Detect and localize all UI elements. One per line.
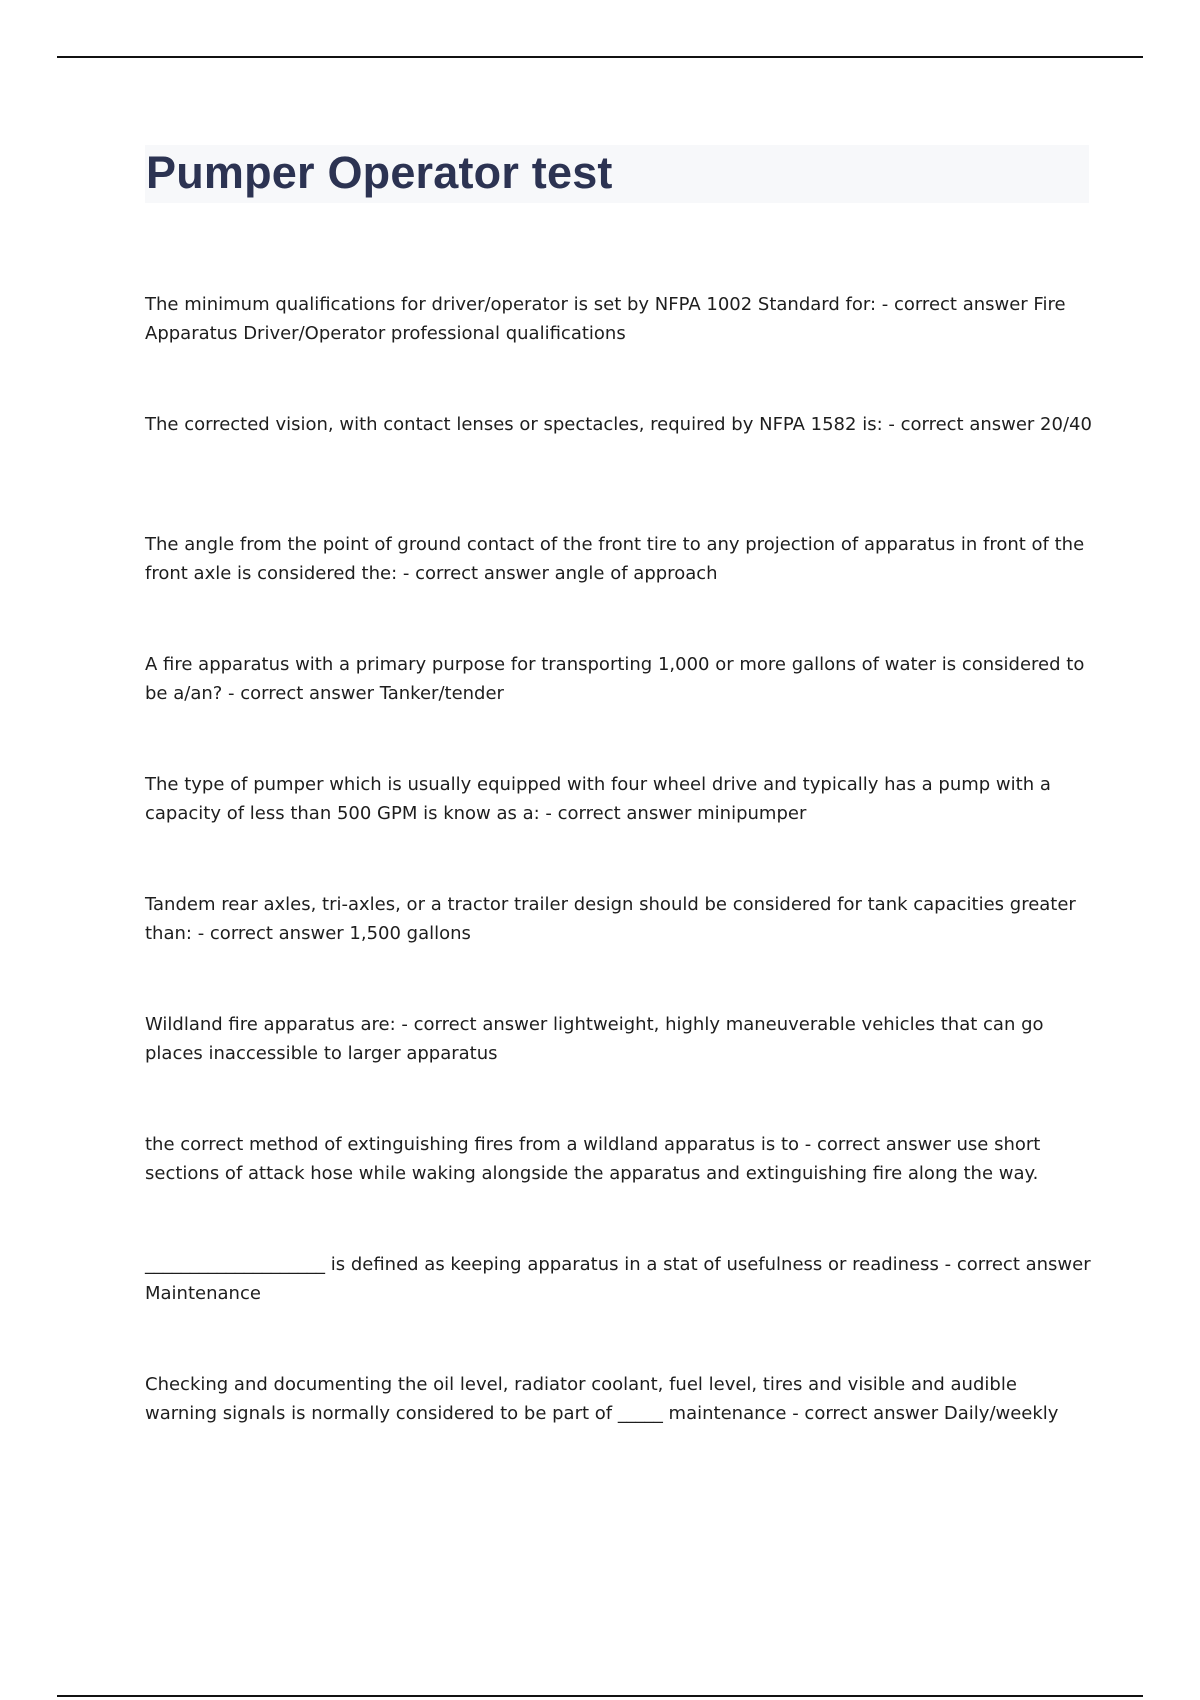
question-item: The angle from the point of ground contact of the front tire to any projection of apparatus in front of the front axle is considered the: - correct answer angle of approach <box>145 534 1085 584</box>
question-item: The minimum qualifications for driver/operator is set by NFPA 1002 Standard for: - correct answer Fire Apparatus Driver/Operator professional qualifications <box>145 294 1066 344</box>
question-list <box>145 290 1093 1490</box>
question-item: Tandem rear axles, tri-axles, or a tractor trailer design should be considered for tank capacities greater than: - correct answer 1,500 gallons <box>145 894 1076 944</box>
header-rule <box>57 56 1143 58</box>
question-item: A fire apparatus with a primary purpose for transporting 1,000 or more gallons of water is considered to be a/an? - correct answer Tanker/tender <box>145 654 1085 704</box>
footer-rule <box>57 1695 1143 1697</box>
question-item: The type of pumper which is usually equipped with four wheel drive and typically has a pump with a capacity of less than 500 GPM is know as a: - correct answer minipumper <box>145 774 1051 824</box>
question-item: Checking and documenting the oil level, radiator coolant, fuel level, tires and visible and audible warning signals is normally considered to be part of _____ maintenance - correct answer Daily/weekly <box>145 1374 1059 1424</box>
question-item: the correct method of extinguishing fires from a wildland apparatus is to - correct answer use short sections of attack hose while waking alongside the apparatus and extinguishing fire along the way. <box>145 1134 1041 1184</box>
question-item: The corrected vision, with contact lenses or spectacles, required by NFPA 1582 is: - correct answer 20/40 <box>145 414 1092 435</box>
question-item: Wildland fire apparatus are: - correct answer lightweight, highly maneuverable vehicles that can go places inaccessible to larger apparatus <box>145 1014 1044 1064</box>
question-item: ____________________ is defined as keeping apparatus in a stat of usefulness or readiness - correct answer Maintenance <box>145 1254 1091 1304</box>
page-title: Pumper Operator test <box>146 147 613 198</box>
